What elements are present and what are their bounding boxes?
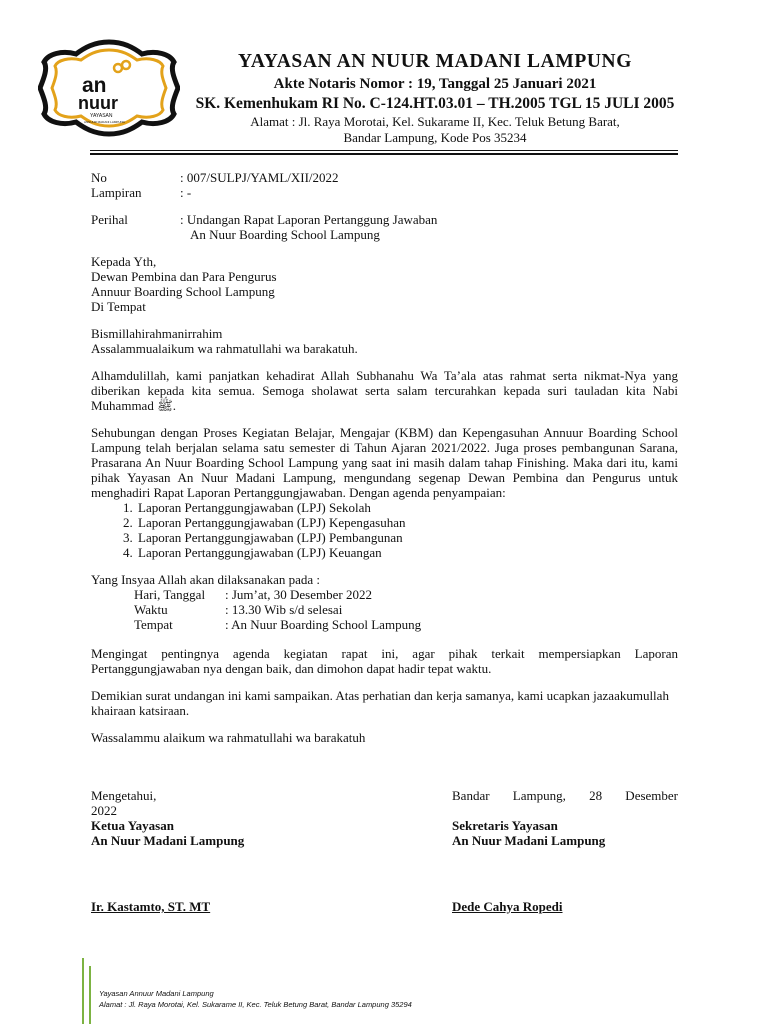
schedule-day (91, 587, 678, 602)
signature-right (452, 788, 678, 848)
agenda-item: 4. Laporan Pertanggungjawaban (LPJ) Keuangan (136, 545, 678, 560)
footer-green-line-2 (89, 966, 91, 1024)
sig-left-intro: Mengetahui, (91, 788, 157, 803)
meta-number-value: : 007/SULPJ/YAML/XII/2022 (180, 170, 339, 185)
footer (99, 988, 412, 1010)
schedule-place (91, 617, 678, 632)
recipient-line-4: Di Tempat (91, 299, 146, 314)
sk-kemenhukam: SK. Kemenhukam RI No. C-124.HT.03.01 – TH.2005 TGL 15 JULI 2005 (195, 95, 675, 112)
agenda-item: 2. Laporan Pertanggungjawaban (LPJ) Kepengasuhan (136, 515, 678, 530)
meta-lampiran-value: : - (180, 185, 192, 200)
salam-closing: Wassalammu alaikum wa rahmatullahi wa barakatuh (91, 730, 366, 745)
logo-text-nuur: nuur (78, 93, 118, 113)
sig-right-date: Bandar Lampung, 28 Desember (452, 788, 678, 803)
schedule-intro: Yang Insyaa Allah akan dilaksanakan pada : (91, 572, 321, 587)
logo-gold-dot-2 (122, 61, 130, 69)
salam-opening: Assalammualaikum wa rahmatullahi wa barakatuh. (91, 341, 358, 356)
schedule-time-label: Waktu (134, 602, 168, 617)
sig-right-role: Sekretaris Yayasan (452, 818, 558, 833)
footer-green-line-1 (82, 958, 84, 1024)
meta-perihal (91, 212, 678, 227)
basmalah: Bismillahirahmanirrahim (91, 326, 223, 341)
meta-number-label: No (91, 170, 107, 185)
logo-text-subtitle: ANNUUR MADANI LAMPUNG (84, 120, 126, 124)
letterhead (170, 50, 700, 146)
address-line-1: Alamat : Jl. Raya Morotai, Kel. Sukarame II, Kec. Teluk Betung Barat, (250, 114, 620, 129)
meta-lampiran (91, 185, 678, 200)
address-line-2: Bandar Lampung, Kode Pos 35234 (343, 130, 527, 145)
schedule-time (91, 602, 678, 617)
schedule-day-label: Hari, Tanggal (134, 587, 206, 602)
meta-perihal-cont (91, 227, 678, 242)
meta-perihal-value-2: An Nuur Boarding School Lampung (190, 227, 380, 242)
footer-address: Alamat : Jl. Raya Morotai, Kel. Sukarame II, Kec. Teluk Betung Barat, Bandar Lampung 35294 (99, 1000, 412, 1009)
meta-lampiran-label: Lampiran (91, 185, 142, 200)
paragraph-demikian: Demikian surat undangan ini kami sampaikan. Atas perhatian dan kerja samanya, kami ucapkan jazaakumullah khairaan katsiraan. (91, 688, 669, 718)
recipient-line-1: Kepada Yth, (91, 254, 157, 269)
schedule-day-value: : Jum’at, 30 Desember 2022 (225, 587, 372, 602)
logo-text-an: an (82, 74, 107, 97)
letter-body (91, 170, 678, 745)
paragraph-sehubungan: Sehubungan dengan Proses Kegiatan Belajar, Mengajar (KBM) dan Kepengasuhan Annuur Boarding School Lampung telah berjalan selama satu semester di Tahun Ajaran 2021/2022. Juga proses pembangunan Sarana, Prasarana An Nuur Boarding School Lampung yang saat ini masih dalam tahap Finishing. Maka dari itu, kami pihak Yayasan An Nuur Madani Lampung, mengundang segenap Dewan Pembina dan Pengurus untuk menghadiri Rapat Laporan Pertanggungjawaban. Dengan agenda penyampaian: (91, 425, 678, 500)
agenda-list (91, 500, 678, 560)
meta-perihal-value-1: : Undangan Rapat Laporan Pertanggung Jawaban (180, 212, 438, 227)
agenda-item: 3. Laporan Pertanggungjawaban (LPJ) Pembangunan (136, 530, 678, 545)
sig-right-org: An Nuur Madani Lampung (452, 833, 606, 848)
paragraph-mengingat: Mengingat pentingnya agenda kegiatan rapat ini, agar pihak terkait mempersiapkan Laporan Pertanggungjawaban nya dengan baik, dan dimohon dapat hadir tepat waktu. (91, 646, 678, 676)
schedule-time-value: : 13.30 Wib s/d selesai (225, 602, 343, 617)
sig-left-org: An Nuur Madani Lampung (91, 833, 245, 848)
agenda-item: 1. Laporan Pertanggungjawaban (LPJ) Sekolah (136, 500, 678, 515)
akte-notaris: Akte Notaris Nomor : 19, Tanggal 25 Januari 2021 (273, 76, 597, 92)
annuur-logo (38, 38, 180, 138)
sig-left-role: Ketua Yayasan (91, 818, 174, 833)
sig-left-name: Ir. Kastamto, ST. MT (91, 899, 211, 914)
meta-perihal-label: Perihal (91, 212, 128, 227)
signature-left (91, 788, 321, 848)
footer-org: Yayasan Annuur Madani Lampung (99, 989, 214, 998)
recipient-line-3: Annuur Boarding School Lampung (91, 284, 275, 299)
organization-name: YAYASAN AN NUUR MADANI LAMPUNG (238, 51, 632, 72)
paragraph-alhamdulillah: Alhamdulillah, kami panjatkan kehadirat Allah Subhanahu Wa Ta’ala atas rahmat serta nikmat-Nya yang diberikan kepada kita semua. Semoga sholawat serta salam tercurahkan kepada suri tauladan kita Nabi Muhammad ﷺ. (91, 368, 678, 413)
schedule-place-value: : An Nuur Boarding School Lampung (225, 617, 422, 632)
sig-left-year: 2022 (91, 803, 117, 818)
letterhead-rule-thick (90, 153, 678, 155)
recipient-line-2: Dewan Pembina dan Para Pengurus (91, 269, 277, 284)
meta-number (91, 170, 678, 185)
schedule-place-label: Tempat (134, 617, 173, 632)
letterhead-rule-thin (90, 150, 678, 151)
sig-right-name: Dede Cahya Ropedi (452, 899, 563, 914)
logo-text-yayasan: YAYASAN (90, 113, 113, 119)
